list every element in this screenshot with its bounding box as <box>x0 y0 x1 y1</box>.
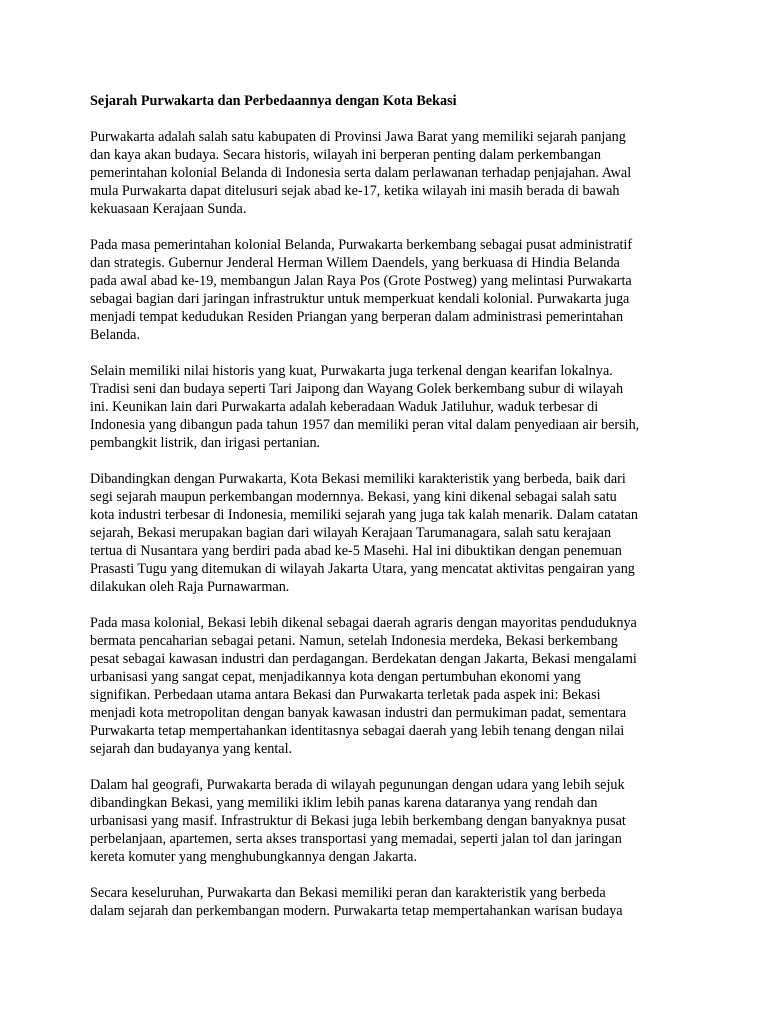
document-title: Sejarah Purwakarta dan Perbedaannya dengan Kota Bekasi <box>90 93 457 109</box>
paragraph-line: Pada masa pemerintahan kolonial Belanda, Purwakarta berkembang sebagai pusat administratif <box>90 237 633 253</box>
paragraph-line: pesat sebagai kawasan industri dan perdagangan. Berdekatan dengan Jakarta, Bekasi mengalami <box>90 651 637 667</box>
paragraph-line: Belanda. <box>90 327 141 343</box>
paragraph-6 <box>90 776 678 866</box>
paragraph-line: Indonesia yang dibangun pada tahun 1957 dan memiliki peran vital dalam penyediaan air bersih, <box>90 417 640 433</box>
paragraph-line: dalam sejarah dan perkembangan modern. Purwakarta tetap mempertahankan warisan budaya <box>90 903 623 919</box>
paragraph-line: dibandingkan Bekasi, yang memiliki iklim lebih panas karena dataranya yang rendah dan <box>90 795 598 811</box>
paragraph-line: Tradisi seni dan budaya seperti Tari Jaipong dan Wayang Golek berkembang subur di wilayah <box>90 381 624 397</box>
paragraph-1 <box>90 128 678 218</box>
paragraph-5 <box>90 614 678 758</box>
paragraph-line: dan strategis. Gubernur Jenderal Herman Willem Daendels, yang berkuasa di Hindia Belanda <box>90 255 620 271</box>
paragraph-line: Dibandingkan dengan Purwakarta, Kota Bekasi memiliki karakteristik yang berbeda, baik dari <box>90 471 626 487</box>
paragraph-7 <box>90 884 678 920</box>
paragraph-line: sebagai bagian dari jaringan infrastruktur untuk memperkuat kendali kolonial. Purwakarta juga <box>90 291 630 307</box>
paragraph-line: signifikan. Perbedaan utama antara Bekasi dan Purwakarta terletak pada aspek ini: Bekasi <box>90 687 601 703</box>
paragraph-line: pembangkit listrik, dan irigasi pertanian. <box>90 435 321 451</box>
paragraph-line: Dalam hal geografi, Purwakarta berada di wilayah pegunungan dengan udara yang lebih sejuk <box>90 777 625 793</box>
paragraph-line: ini. Keunikan lain dari Purwakarta adalah keberadaan Waduk Jatiluhur, waduk terbesar di <box>90 399 599 415</box>
paragraph-line: kereta komuter yang menghubungkannya dengan Jakarta. <box>90 849 417 865</box>
paragraph-line: mula Purwakarta dapat ditelusuri sejak abad ke-17, ketika wilayah ini masih berada di bawah <box>90 183 620 199</box>
paragraph-2 <box>90 236 678 344</box>
paragraph-line: urbanisasi yang masif. Infrastruktur di Bekasi juga lebih berkembang dengan banyaknya pusat <box>90 813 626 829</box>
paragraph-3 <box>90 362 678 452</box>
paragraph-line: kekuasaan Kerajaan Sunda. <box>90 201 247 217</box>
paragraph-line: dan kaya akan budaya. Secara historis, wilayah ini berperan penting dalam perkembangan <box>90 147 601 163</box>
paragraph-line: sejarah, Bekasi merupakan bagian dari wilayah Kerajaan Tarumanagara, salah satu kerajaan <box>90 525 612 541</box>
paragraph-line: Purwakarta tetap mempertahankan identitasnya sebagai daerah yang lebih tenang dengan nilai <box>90 723 625 739</box>
paragraph-line: kota industri terbesar di Indonesia, memiliki sejarah yang juga tak kalah menarik. Dalam catatan <box>90 507 638 523</box>
paragraph-line: Selain memiliki nilai historis yang kuat, Purwakarta juga terkenal dengan kearifan lokalnya. <box>90 363 613 379</box>
paragraph-line: urbanisasi yang sangat cepat, menjadikannya kota dengan pertumbuhan ekonomi yang <box>90 669 581 685</box>
paragraph-line: perbelanjaan, apartemen, serta akses transportasi yang memadai, seperti jalan tol dan jaringan <box>90 831 622 847</box>
paragraph-line: bermata pencaharian sebagai petani. Namun, setelah Indonesia merdeka, Bekasi berkembang <box>90 633 618 649</box>
paragraph-line: dilakukan oleh Raja Purnawarman. <box>90 579 290 595</box>
paragraph-line: tertua di Nusantara yang berdiri pada abad ke-5 Masehi. Hal ini dibuktikan dengan penemuan <box>90 543 622 559</box>
paragraph-line: segi sejarah maupun perkembangan modernnya. Bekasi, yang kini dikenal sebagai salah satu <box>90 489 617 505</box>
paragraph-line: menjadi tempat kedudukan Residen Priangan yang berperan dalam administrasi pemerintahan <box>90 309 624 325</box>
paragraph-line: sejarah dan budayanya yang kental. <box>90 741 293 757</box>
paragraph-line: Prasasti Tugu yang ditemukan di wilayah Jakarta Utara, yang mencatat aktivitas pengairan yang <box>90 561 635 577</box>
paragraph-line: menjadi kota metropolitan dengan banyak kawasan industri dan permukiman padat, sementara <box>90 705 627 721</box>
paragraph-line: pemerintahan kolonial Belanda di Indonesia serta dalam perlawanan terhadap penjajahan. Awal <box>90 165 632 181</box>
paragraph-line: pada awal abad ke-19, membangun Jalan Raya Pos (Grote Postweg) yang melintasi Purwakarta <box>90 273 632 289</box>
paragraph-line: Purwakarta adalah salah satu kabupaten di Provinsi Jawa Barat yang memiliki sejarah panjang <box>90 129 626 145</box>
paragraph-4 <box>90 470 678 596</box>
paragraph-line: Secara keseluruhan, Purwakarta dan Bekasi memiliki peran dan karakteristik yang berbeda <box>90 885 606 901</box>
paragraph-line: Pada masa kolonial, Bekasi lebih dikenal sebagai daerah agraris dengan mayoritas penduduknya <box>90 615 637 631</box>
